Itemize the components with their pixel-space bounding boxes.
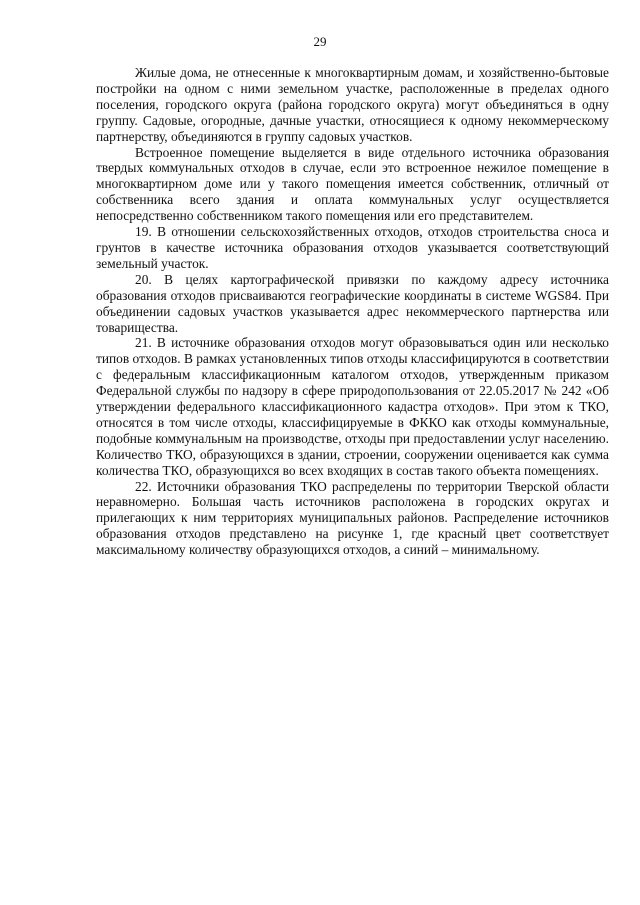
paragraph-item-22: 22. Источники образования ТКО распределены по территории Тверской области неравномерно. Большая часть источников расположена в городских округах и прилегающих к ним территориях муниципальных районов. Распределение источников образования отходов представлено на рисунке 1, где красный цвет соответствует максимальному количеству образующихся отходов, а синий – минимальному. <box>96 478 609 558</box>
paragraph-built-in-premises: Встроенное помещение выделяется в виде отдельного источника образования твердых коммунальных отходов в случае, если это встроенное нежилое помещение в многоквартирном доме или у такого помещения имеется собственник, отличный от собственника всего здания и оплата коммунальных услуг осуществляется непосредственно собственником такого помещения или его представителем. <box>96 144 609 224</box>
page-number: 29 <box>313 34 327 49</box>
paragraph-residential-houses: Жилые дома, не отнесенные к многоквартирным домам, и хозяйственно-бытовые постройки на одном с ними земельном участке, расположенные в пределах одного поселения, городского округа (района городского округа) могут объединяться в одну группу. Садовые, огородные, дачные участки, относящиеся к одному некоммерческому партнерству, объединяются в группу садовых участков. <box>96 65 609 144</box>
paragraph-item-20: 20. В целях картографической привязки по каждому адресу источника образования отходов присваиваются географические координаты в системе WGS84. При объединении садовых участков указывается адрес некоммерческого партнерства или товарищества. <box>96 271 609 335</box>
document-body <box>96 65 609 558</box>
paragraph-item-21: 21. В источнике образования отходов могут образовываться один или несколько типов отходов. В рамках установленных типов отходы классифицируются в соответствии с федеральным классификационным каталогом отходов, утвержденным приказом Федеральной службы по надзору в сфере природопользования от 22.05.2017 № 242 «Об утверждении федерального классификационного кадастра отходов». При этом к ТКО, относятся в том числе отходы, классифицируемые в ФККО как отходы коммунальные, подобные коммунальным на производстве, отходы при предоставлении услуг населению. Количество ТКО, образующихся в здании, строении, сооружении оценивается как сумма количества ТКО, образующихся во всех входящих в состав такого объекта помещениях. <box>96 335 609 478</box>
paragraph-item-19: 19. В отношении сельскохозяйственных отходов, отходов строительства сноса и грунтов в качестве источника образования отходов указывается соответствующий земельный участок. <box>96 224 609 271</box>
